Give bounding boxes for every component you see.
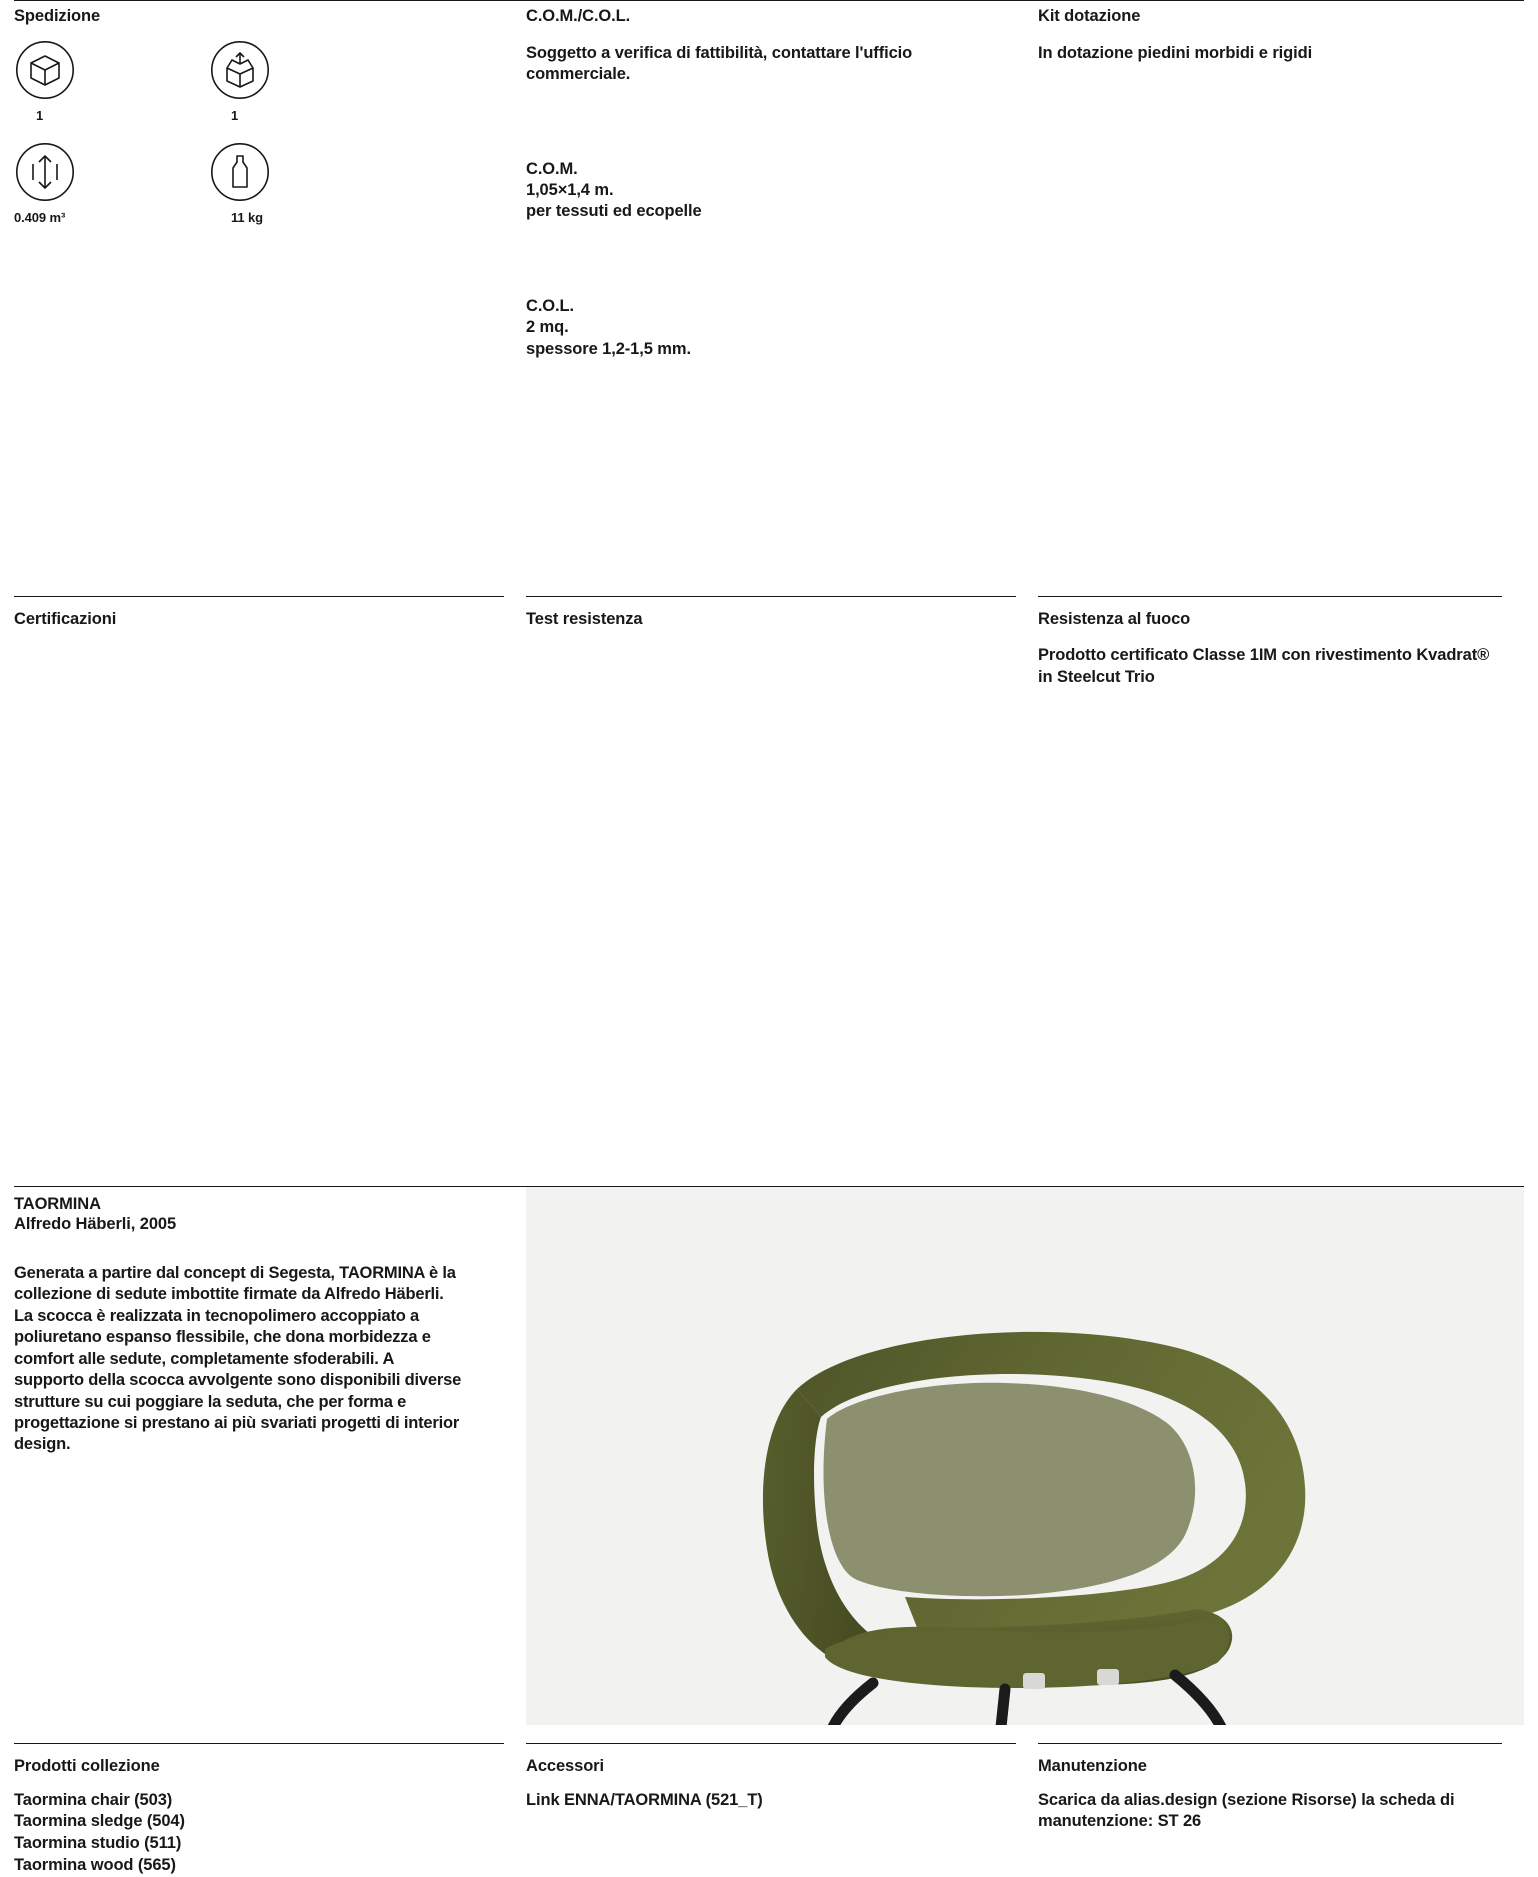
shipping-item [14,39,209,123]
accessories-divider [526,1743,1016,1744]
com-line-2: per tessuti ed ecopelle [526,202,702,221]
maintenance-text: Scarica da alias.design (sezione Risorse) la scheda di manutenzione: ST 26 [1038,1790,1455,1831]
col-title: C.O.L. [526,297,574,316]
shipping-item-value: 1 [36,107,44,123]
collection-title: Prodotti collezione [14,1756,160,1775]
fire-resistance-title: Resistenza al fuoco [1038,609,1191,628]
resistance-test-title: Test resistenza [526,609,643,628]
shipping-item-value: 1 [231,107,239,123]
list-item: Link ENNA/TAORMINA (521_T) [526,1790,763,1809]
list-item: Taormina wood (565) [14,1855,176,1874]
open-box-icon [209,39,271,101]
com-col-title: C.O.M./C.O.L. [526,7,631,25]
certifications-block [14,596,526,688]
accessories-title: Accessori [526,1756,604,1775]
box-icon [14,39,76,101]
volume-arrows-icon [14,141,76,203]
shipping-title: Spedizione [14,7,101,25]
shipping-item-value: 0.409 m³ [14,209,66,225]
list-item: Taormina sledge (504) [14,1812,185,1831]
col-line-2: spessore 1,2-1,5 mm. [526,339,691,358]
com-title: C.O.M. [526,160,578,179]
bottom-row [14,1743,1524,1877]
list-item: Taormina chair (503) [14,1790,173,1809]
shipping-item-value: 11 kg [231,209,264,225]
certifications-title: Certificazioni [14,609,117,628]
product-designer: Alfredo Häberli, 2005 [14,1215,177,1234]
resistance-test-block [526,596,1038,688]
com-col-note: Soggetto a verifica di fattibilità, contattare l'ufficio commerciale. [526,43,913,83]
list-item: Taormina studio (511) [14,1834,182,1853]
shipping-block [14,1,526,360]
product-text-block [14,1187,526,1725]
shipping-item [209,39,404,123]
resistance-test-divider [526,596,1016,597]
specs-row [14,1,1524,360]
collection-divider [14,1743,504,1744]
product-block [14,1187,1524,1725]
collection-block [14,1743,526,1877]
shipping-icon-grid [14,39,404,243]
fire-resistance-divider [1038,596,1502,597]
accessories-block [526,1743,1038,1877]
kit-text: In dotazione piedini morbidi e rigidi [1038,43,1313,62]
maintenance-divider [1038,1743,1502,1744]
product-name: TAORMINA [14,1194,101,1213]
weight-bottle-icon [209,141,271,203]
fire-resistance-text: Prodotto certificato Classe 1IM con rivestimento Kvadrat® in Steelcut Trio [1038,646,1490,686]
col-line-1: 2 mq. [526,318,569,337]
product-description: Generata a partire dal concept di Segesta, TAORMINA è la collezione di sedute imbottite firmate da Alfredo Häberli. La scocca è realizzata in tecnopolimero accoppiato a poliuretano espanso flessibile, che dona morbidezza e comfort alle sedute, completamente sfoderabili. A supporto della scocca avvolgente sono disponibili diverse strutture su cui poggiare la seduta, che per forma e progettazione si prestano ai più svariati progetti di interior design. [14,1263,462,1454]
product-image [526,1187,1524,1725]
com-line-1: 1,05×1,4 m. [526,181,614,200]
certifications-divider [14,596,504,597]
kit-title: Kit dotazione [1038,7,1141,25]
kit-block [1038,1,1524,360]
maintenance-title: Manutenzione [1038,1756,1147,1775]
fire-resistance-block [1038,596,1524,688]
com-col-block [526,1,1038,360]
shipping-item [209,141,404,225]
shipping-item [14,141,209,225]
certification-row [14,596,1524,688]
maintenance-block [1038,1743,1524,1877]
taormina-chair-illustration [705,1297,1345,1725]
